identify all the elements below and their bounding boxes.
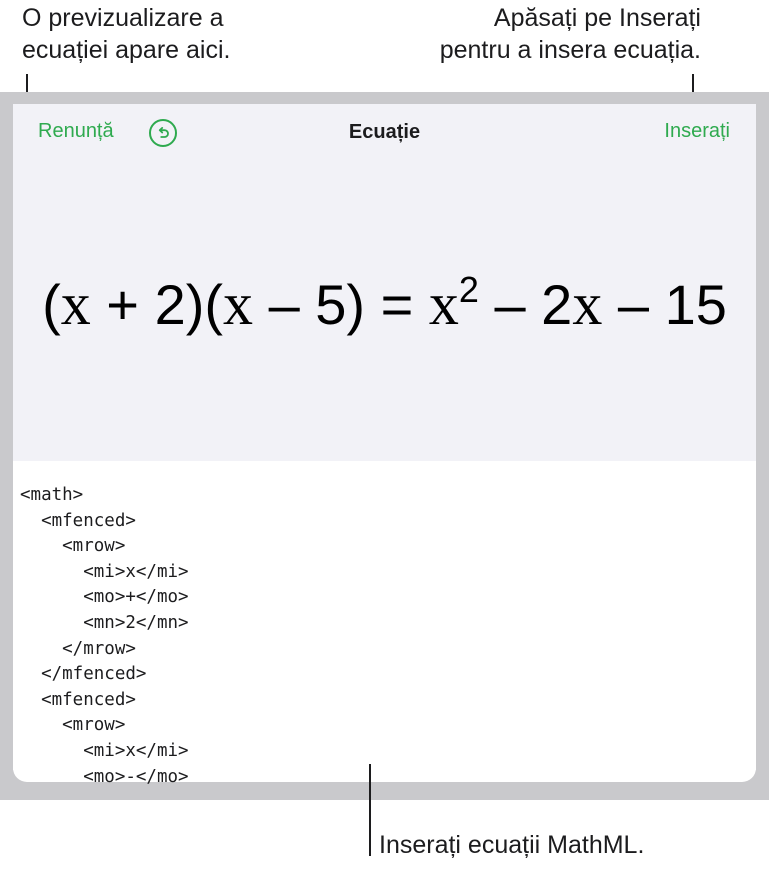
equation-exponent: 2 [458,269,479,310]
equation-variable: x [428,271,459,337]
code-line: <mi>x</mi> [20,740,189,761]
equation-part: – 2 [478,273,573,336]
equation-preview-area [13,104,756,461]
preview-callout-line-2: ecuației apare aici. [22,36,231,64]
mathml-input[interactable] [13,461,756,787]
code-line: <mo>+</mo> [20,587,189,608]
code-line: <mfenced> [20,689,136,710]
dialog-toolbar [13,104,756,162]
equation-preview [13,269,756,337]
code-line: <mrow> [20,715,126,736]
cancel-button[interactable]: Renunță [38,120,114,142]
code-line: </mfenced> [20,664,147,685]
equation-part: – 5) = [253,273,429,336]
mathml-callout-leader [369,764,371,856]
code-line: <math> [20,485,84,505]
equation-part: ( [42,273,61,336]
equation-part: – 15 [602,273,727,336]
code-line: <mfenced> [20,510,136,531]
preview-callout [22,2,230,66]
equation-part: + 2)( [90,273,224,336]
mathml-code [13,461,756,790]
equation-dialog [13,104,756,787]
dialog-title: Ecuație [348,121,421,143]
equation-variable: x [60,271,91,337]
code-line: <mn>2</mn> [20,612,189,633]
equation-variable: x [572,271,603,337]
preview-callout-line-1: O previzualizare a [22,4,224,32]
insert-button[interactable]: Inserați [664,120,730,142]
mathml-callout: Inserați ecuații MathML. [379,831,645,859]
code-line: <mi>x</mi> [20,561,189,582]
insert-callout [440,2,701,66]
insert-callout-line-1: Apăsați pe Inserați [493,4,701,32]
code-line: <mrow> [20,536,126,557]
code-line: <mo>-</mo> [20,766,189,787]
insert-callout-line-2: pentru a insera ecuația. [439,36,701,64]
equation-variable: x [223,271,254,337]
code-line: </mrow> [20,638,136,659]
